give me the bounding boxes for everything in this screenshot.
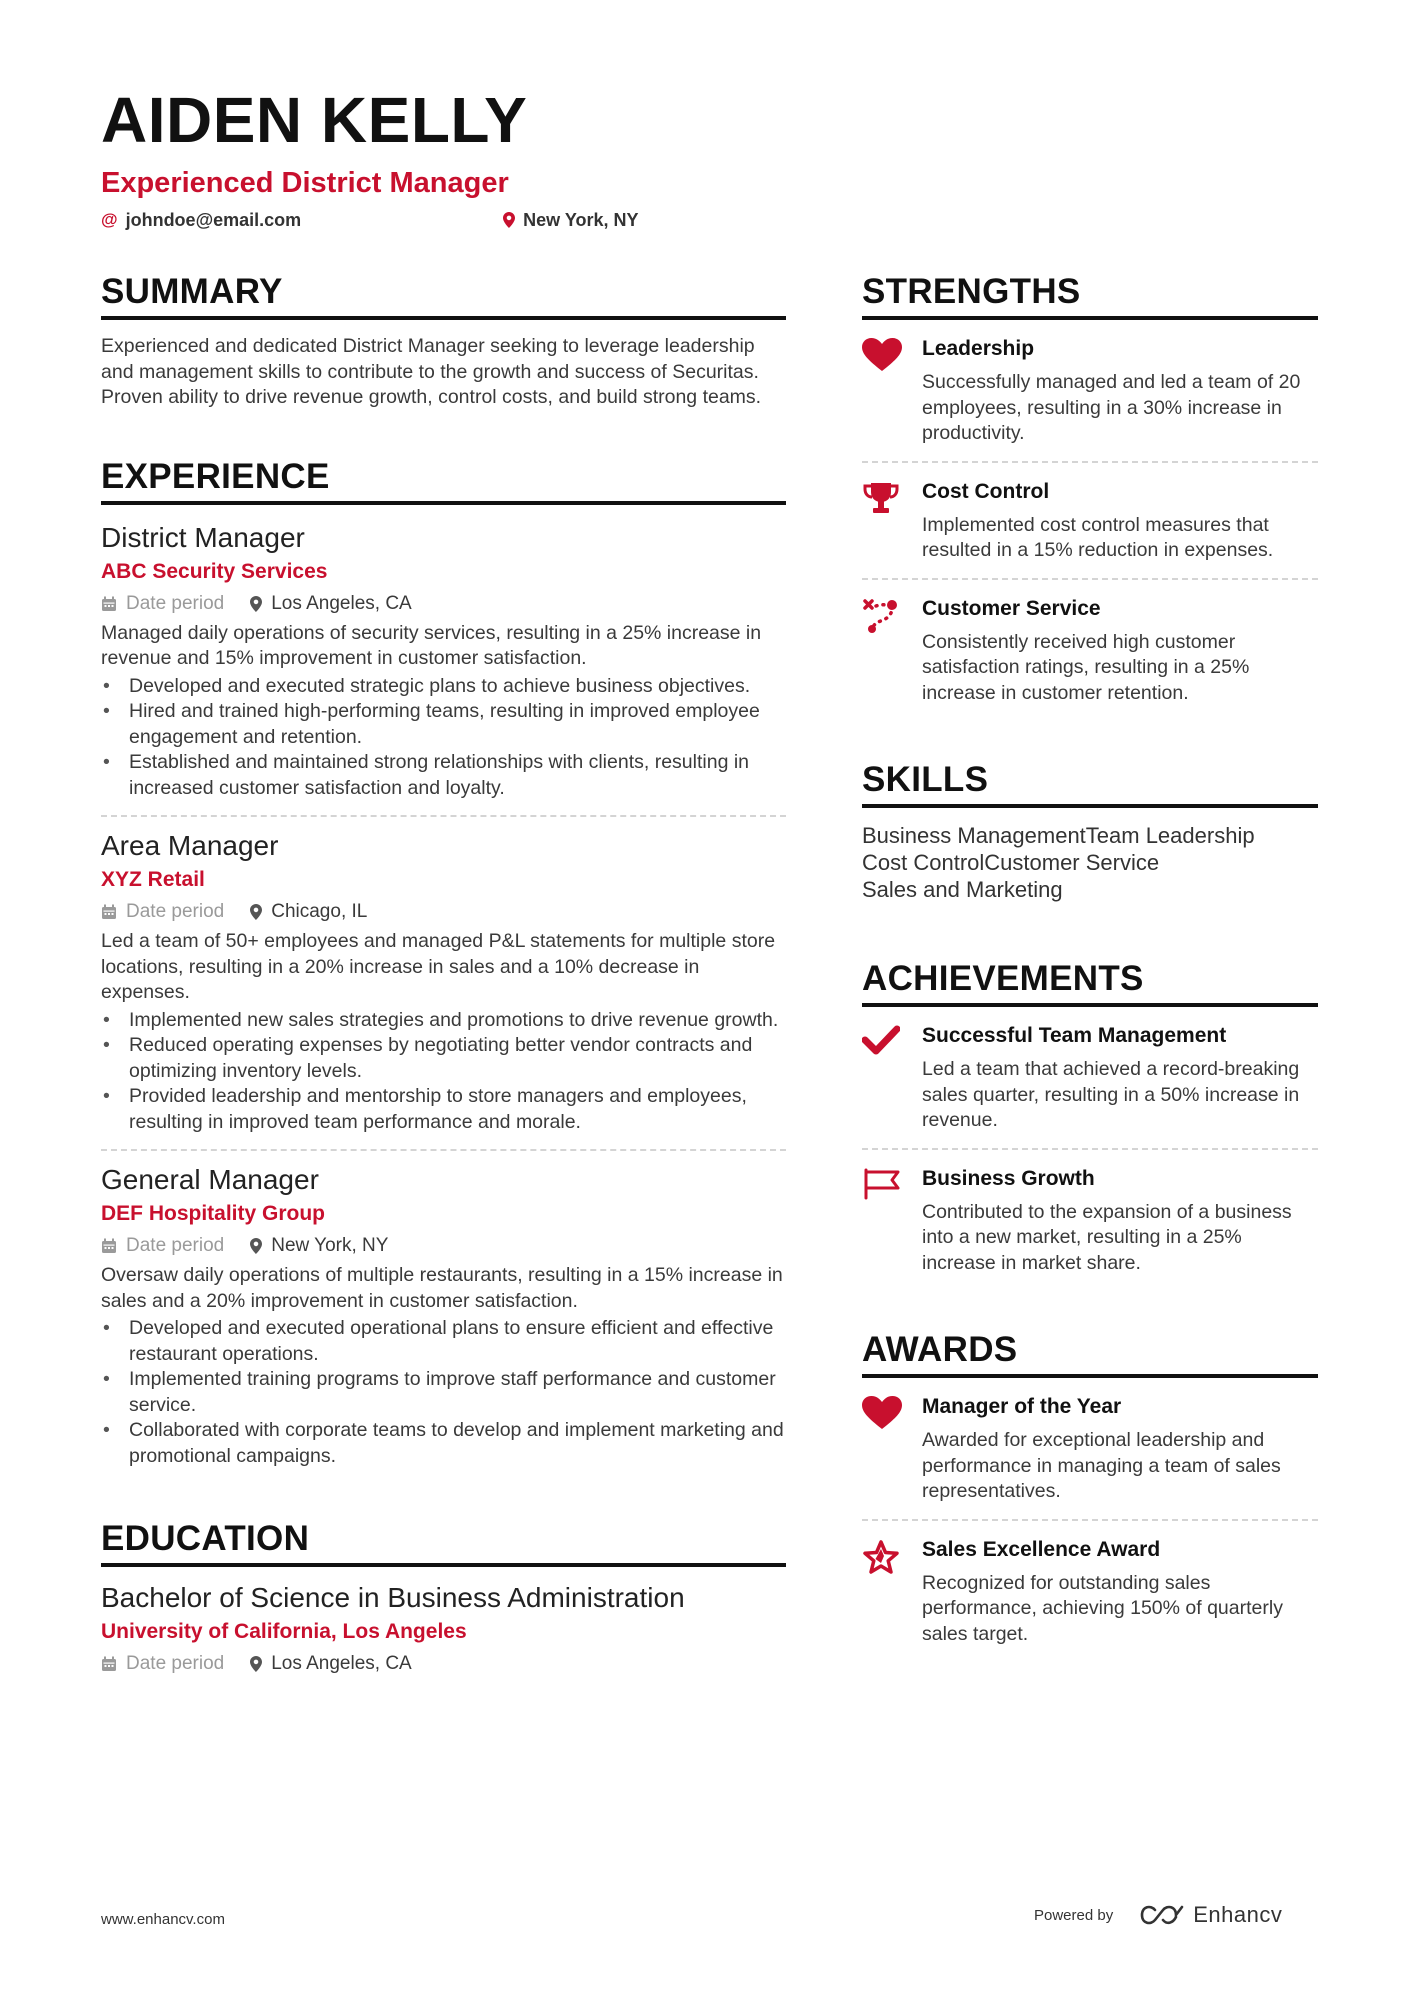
award-desc: Recognized for outstanding sales performance, achieving 150% of quarterly sales target.	[922, 1571, 1283, 1645]
job-summary: Oversaw daily operations of multiple restaurants, resulting in a 15% increase in sales and a 20% improvement in customer satisfaction.	[101, 1264, 783, 1312]
awards-section	[862, 1330, 1318, 1661]
route-icon	[862, 596, 922, 707]
job-location: Chicago, IL	[250, 899, 367, 925]
company-name: ABC Security Services	[101, 559, 328, 583]
trophy-icon	[862, 479, 922, 564]
achievement-desc: Contributed to the expansion of a business into a new market, resulting in a 25% increase in market share.	[922, 1200, 1292, 1274]
footer-website[interactable]: www.enhancv.com	[101, 1911, 225, 1928]
strengths-heading: STRENGTHS	[862, 272, 1318, 320]
list-item: • Implemented training programs to improve staff performance and customer service.	[101, 1367, 786, 1418]
divider	[101, 815, 786, 817]
strength-title: Customer Service	[922, 596, 1101, 620]
calendar-icon	[101, 904, 117, 920]
strength-desc: Successfully managed and led a team of 20 employees, resulting in a 30% increase in productivity.	[922, 371, 1301, 444]
award-title: Manager of the Year	[922, 1395, 1122, 1418]
email-contact[interactable]	[101, 208, 301, 232]
strength-item	[862, 461, 1318, 578]
job-title: General Manager	[101, 1164, 319, 1195]
achievement-item	[862, 1148, 1318, 1291]
location-contact	[503, 208, 638, 232]
job-location: Los Angeles, CA	[250, 591, 411, 617]
school-name: University of California, Los Angeles	[101, 1620, 467, 1643]
job-bullets	[101, 1008, 786, 1136]
flag-icon	[862, 1166, 922, 1277]
enhancv-logo[interactable]	[1139, 1902, 1282, 1928]
email-text: johndoe@email.com	[125, 210, 302, 230]
left-column	[101, 272, 786, 1677]
candidate-name: AIDEN KELLY	[101, 84, 528, 156]
achievement-desc: Led a team that achieved a record-breaking sales quarter, resulting in a 50% increase in revenue.	[922, 1058, 1300, 1131]
footer-branding	[1034, 1902, 1282, 1928]
education-location: Los Angeles, CA	[250, 1651, 411, 1677]
award-item	[862, 1519, 1318, 1662]
award-title: Sales Excellence Award	[922, 1537, 1161, 1561]
brand-name: Enhancv	[1193, 1902, 1283, 1927]
education-meta	[101, 1651, 786, 1677]
experience-heading: EXPERIENCE	[101, 457, 786, 505]
job-title: District Manager	[101, 521, 305, 553]
award-desc: Awarded for exceptional leadership and performance in managing a team of sales representatives.	[922, 1429, 1281, 1502]
location-text: New York, NY	[523, 210, 639, 230]
at-sign-icon: @	[101, 210, 118, 229]
skills-section	[862, 760, 1318, 903]
experience-section	[101, 457, 786, 1484]
powered-by-label: Powered by	[1034, 1906, 1114, 1924]
enhancv-logo-icon	[1139, 1904, 1185, 1926]
job-date: Date period	[101, 899, 224, 925]
list-item: • Collaborated with corporate teams to develop and implement marketing and promotional campaigns.	[101, 1418, 786, 1469]
map-pin-icon	[250, 904, 262, 920]
summary-section	[101, 272, 786, 411]
achievement-title: Successful Team Management	[922, 1024, 1227, 1047]
company-name: XYZ Retail	[101, 868, 205, 891]
company-name: DEF Hospitality Group	[101, 1202, 326, 1225]
experience-entry	[101, 829, 786, 1149]
heart-icon	[862, 336, 922, 447]
achievement-item	[862, 1007, 1318, 1148]
strengths-section	[862, 272, 1318, 720]
map-pin-icon	[503, 212, 515, 228]
list-item: • Developed and executed operational plans to ensure efficient and effective restaurant operations.	[101, 1316, 786, 1367]
skills-list	[862, 822, 1318, 903]
achievements-heading: ACHIEVEMENTS	[862, 959, 1318, 1007]
map-pin-icon	[250, 596, 262, 612]
achievement-title: Business Growth	[922, 1166, 1095, 1190]
summary-heading: SUMMARY	[101, 272, 786, 320]
award-item	[862, 1378, 1318, 1519]
job-date: Date period	[101, 591, 224, 617]
job-summary: Managed daily operations of security services, resulting in a 25% increase in revenue and 15% improvement in customer satisfaction.	[101, 621, 762, 669]
degree-title: Bachelor of Science in Business Administration	[101, 1582, 685, 1613]
job-meta	[101, 1233, 786, 1259]
strength-item	[862, 578, 1318, 721]
checkmark-icon	[862, 1023, 922, 1134]
list-item: • Developed and executed strategic plans to achieve business objectives.	[101, 674, 786, 700]
education-date: Date period	[101, 1651, 224, 1677]
right-column	[862, 272, 1318, 1661]
job-meta	[101, 899, 786, 925]
skills-line: Cost ControlCustomer Service	[862, 850, 1160, 875]
experience-entry	[101, 521, 786, 816]
experience-entry	[101, 1163, 786, 1483]
job-title: Area Manager	[101, 830, 279, 861]
calendar-icon	[101, 1656, 117, 1672]
list-item: • Reduced operating expenses by negotiating better vendor contracts and optimizing inventory levels.	[101, 1033, 786, 1084]
skills-line: Business ManagementTeam Leadership	[862, 823, 1255, 848]
summary-text: Experienced and dedicated District Manager seeking to leverage leadership and management skills to contribute to the growth and success of Securitas. Proven ability to drive revenue growth, control costs, and build strong teams.	[101, 335, 762, 408]
contact-row	[101, 208, 1321, 232]
list-item: • Implemented new sales strategies and promotions to drive revenue growth.	[101, 1008, 786, 1034]
strength-title: Cost Control	[922, 479, 1050, 503]
job-summary: Led a team of 50+ employees and managed P&L statements for multiple store locations, resulting in a 20% increase in sales and a 10% decrease in expenses.	[101, 930, 776, 1003]
candidate-role: Experienced District Manager	[101, 167, 509, 199]
education-heading: EDUCATION	[101, 1519, 786, 1567]
strength-desc: Consistently received high customer satisfaction ratings, resulting in a 25% increase in customer retention.	[922, 630, 1250, 704]
job-location: New York, NY	[250, 1233, 388, 1259]
star-icon	[862, 1537, 922, 1648]
map-pin-icon	[250, 1238, 262, 1254]
skills-line: Sales and Marketing	[862, 877, 1063, 902]
calendar-icon	[101, 596, 117, 612]
list-item: • Provided leadership and mentorship to store managers and employees, resulting in improved team performance and morale.	[101, 1084, 786, 1135]
achievements-section	[862, 959, 1318, 1290]
list-item: • Established and maintained strong relationships with clients, resulting in increased customer satisfaction and loyalty.	[101, 750, 786, 801]
resume-header	[101, 84, 1321, 232]
map-pin-icon	[250, 1656, 262, 1672]
awards-heading: AWARDS	[862, 1330, 1318, 1378]
strength-title: Leadership	[922, 337, 1035, 360]
calendar-icon	[101, 1238, 117, 1254]
skills-heading: SKILLS	[862, 760, 1318, 808]
job-bullets	[101, 674, 786, 802]
divider	[101, 1149, 786, 1151]
job-meta	[101, 591, 786, 617]
heart-icon	[862, 1394, 922, 1505]
job-bullets	[101, 1316, 786, 1469]
education-section	[101, 1519, 786, 1677]
strength-item	[862, 320, 1318, 461]
job-date: Date period	[101, 1233, 224, 1259]
strength-desc: Implemented cost control measures that resulted in a 15% reduction in expenses.	[922, 513, 1274, 561]
list-item: • Hired and trained high-performing teams, resulting in improved employee engagement and retention.	[101, 699, 786, 750]
